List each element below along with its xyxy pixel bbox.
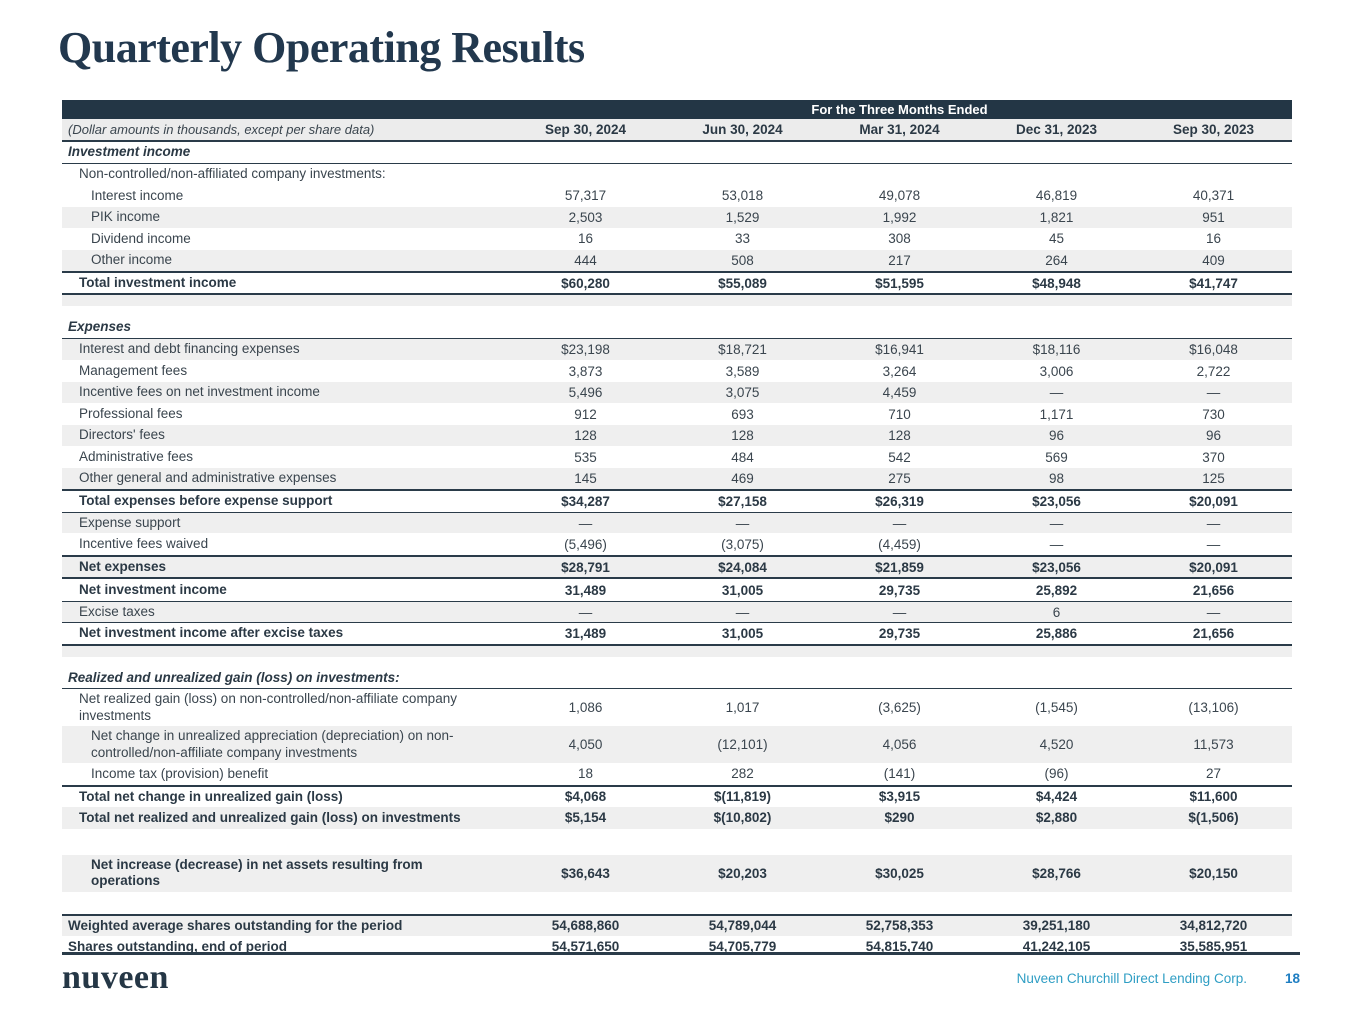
row-label: Other income — [91, 252, 173, 268]
cell-value: (96) — [1044, 766, 1069, 782]
table-row — [62, 601, 1292, 623]
cell-value: 912 — [574, 406, 597, 422]
table-spanner-bar — [62, 100, 1292, 119]
table-row — [62, 250, 1292, 272]
table-row — [62, 164, 1292, 186]
table-row — [62, 512, 1292, 534]
cell-value: — — [1049, 536, 1064, 552]
cell-value: — — [735, 515, 750, 531]
cell-value: $18,116 — [1032, 342, 1081, 358]
table-row — [62, 489, 1292, 511]
cell-value: 4,056 — [882, 737, 917, 753]
cell-value: 1,529 — [725, 209, 760, 225]
row-label: Total expenses before expense support — [79, 493, 333, 509]
table-row — [62, 185, 1292, 207]
cell-value: $11,600 — [1189, 789, 1238, 805]
cell-value: 370 — [1202, 449, 1225, 465]
spacer-row — [62, 646, 1292, 657]
cell-value: 35,585,951 — [1179, 939, 1248, 955]
table-row — [62, 339, 1292, 361]
cell-value: (5,496) — [564, 536, 607, 552]
row-label: Net investment income — [79, 581, 227, 597]
cell-value: 217 — [888, 252, 911, 268]
page-number: 18 — [1284, 971, 1300, 986]
cell-value: 730 — [1202, 406, 1225, 422]
cell-value: $30,025 — [875, 865, 924, 881]
cell-value: $16,941 — [875, 342, 924, 358]
cell-value: $34,287 — [561, 494, 610, 510]
cell-value: $55,089 — [718, 275, 767, 291]
row-label: Non-controlled/non-affiliated company investments: — [79, 166, 386, 182]
cell-value: 5,496 — [568, 385, 603, 401]
cell-value: (141) — [883, 766, 916, 782]
row-label: Investment income — [68, 144, 191, 160]
row-label: Weighted average shares outstanding for the period — [68, 917, 403, 933]
row-label: Shares outstanding, end of period — [68, 938, 288, 954]
cell-value: 98 — [1048, 471, 1065, 487]
nuveen-logo: nuveen — [62, 959, 169, 996]
cell-value: 46,819 — [1035, 188, 1078, 204]
cell-value: $51,595 — [875, 275, 924, 291]
cell-value: — — [892, 604, 907, 620]
table-row — [62, 785, 1292, 807]
table-row — [62, 689, 1292, 726]
cell-value: $48,948 — [1032, 275, 1081, 291]
spacer-row — [62, 892, 1292, 914]
column-header: Sep 30, 2024 — [544, 122, 627, 137]
spacer-row — [62, 306, 1292, 317]
cell-value: $36,643 — [561, 865, 610, 881]
cell-value: — — [735, 604, 750, 620]
cell-value: (3,075) — [721, 536, 764, 552]
cell-value: 3,873 — [568, 363, 603, 379]
cell-value: (1,545) — [1035, 700, 1078, 716]
cell-value: 16 — [577, 231, 594, 247]
row-label: Incentive fees waived — [79, 535, 209, 551]
cell-value: 16 — [1205, 231, 1222, 247]
cell-value: 96 — [1205, 428, 1222, 444]
cell-value: $23,056 — [1032, 559, 1081, 575]
table-row — [62, 763, 1292, 785]
cell-value: 693 — [731, 406, 754, 422]
cell-value: $5,154 — [564, 810, 607, 826]
column-header: Sep 30, 2023 — [1172, 122, 1255, 137]
spanner-label: For the Three Months Ended — [811, 102, 988, 117]
table-row — [62, 579, 1292, 601]
row-label: Professional fees — [79, 405, 183, 421]
spacer-row — [62, 829, 1292, 855]
table-row — [62, 360, 1292, 382]
column-header: Dec 31, 2023 — [1015, 122, 1098, 137]
cell-value: $16,048 — [1189, 342, 1238, 358]
cell-value: 469 — [731, 471, 754, 487]
cell-value: 710 — [888, 406, 911, 422]
cell-value: 4,459 — [882, 385, 917, 401]
cell-value: 3,264 — [882, 363, 917, 379]
table-row — [62, 228, 1292, 250]
row-label: Net realized gain (loss) on non-controlled/non-affiliate company investments — [79, 691, 457, 723]
table-row — [62, 668, 1292, 690]
cell-value: 18 — [577, 766, 594, 782]
cell-value: 264 — [1045, 252, 1068, 268]
cell-value: 1,821 — [1039, 209, 1074, 225]
cell-value: 54,571,650 — [551, 939, 620, 955]
cell-value: 53,018 — [721, 188, 764, 204]
cell-value: $2,880 — [1035, 810, 1078, 826]
cell-value: 1,086 — [568, 700, 603, 716]
cell-value: — — [1206, 515, 1221, 531]
row-label: Net change in unrealized appreciation (depreciation) on non-controlled/non-affiliate company investments — [91, 728, 454, 760]
cell-value: 145 — [574, 471, 597, 487]
cell-value: 3,589 — [725, 363, 760, 379]
cell-value: $4,424 — [1035, 789, 1078, 805]
cell-value: $20,203 — [718, 865, 767, 881]
cell-value: 34,812,720 — [1179, 918, 1248, 934]
cell-value: — — [892, 515, 907, 531]
cell-value: $(11,819) — [713, 789, 772, 805]
cell-value: $27,158 — [718, 494, 767, 510]
row-label: Total net change in unrealized gain (loss) — [79, 788, 343, 804]
spacer-row — [62, 295, 1292, 306]
table-row — [62, 914, 1292, 936]
cell-value: 1,992 — [882, 209, 917, 225]
table-row — [62, 271, 1292, 295]
cell-value: $18,721 — [718, 342, 767, 358]
column-header: Mar 31, 2024 — [859, 122, 940, 137]
column-header-row — [62, 119, 1292, 142]
cell-value: 40,371 — [1192, 188, 1235, 204]
table-row — [62, 142, 1292, 164]
cell-value: 535 — [574, 449, 597, 465]
cell-value: — — [1049, 515, 1064, 531]
cell-value: 41,242,105 — [1022, 939, 1091, 955]
table-row — [62, 855, 1292, 892]
column-header: Jun 30, 2024 — [702, 122, 783, 137]
table-row — [62, 533, 1292, 555]
cell-value: 33 — [734, 231, 751, 247]
row-label: Other general and administrative expenses — [79, 470, 337, 486]
table-body — [62, 142, 1292, 958]
row-label: Income tax (provision) benefit — [91, 765, 269, 781]
cell-value: 3,006 — [1039, 363, 1074, 379]
cell-value: — — [578, 515, 593, 531]
cell-value: 31,489 — [564, 582, 607, 598]
row-label: Management fees — [79, 362, 188, 378]
cell-value: (12,101) — [717, 737, 768, 753]
cell-value: 542 — [888, 449, 911, 465]
cell-value: (3,625) — [878, 700, 921, 716]
table-row — [62, 446, 1292, 468]
cell-value: $20,150 — [1189, 865, 1238, 881]
cell-value: — — [1049, 385, 1064, 401]
row-label: Expense support — [79, 514, 181, 530]
row-label: Administrative fees — [79, 448, 194, 464]
cell-value: $23,198 — [561, 342, 610, 358]
cell-value: 4,520 — [1039, 737, 1074, 753]
cell-value: $28,791 — [561, 559, 610, 575]
cell-value: 29,735 — [878, 582, 921, 598]
cell-value: $3,915 — [878, 789, 921, 805]
cell-value: 444 — [574, 252, 597, 268]
cell-value: 569 — [1045, 449, 1068, 465]
row-label: Excise taxes — [79, 603, 155, 619]
cell-value: — — [1206, 385, 1221, 401]
cell-value: 39,251,180 — [1022, 918, 1091, 934]
cell-value: $4,068 — [564, 789, 607, 805]
cell-value: (13,106) — [1188, 700, 1239, 716]
cell-value: — — [1206, 536, 1221, 552]
row-label: Total investment income — [79, 275, 237, 290]
cell-value: 4,050 — [568, 737, 603, 753]
cell-value: $(10,802) — [713, 810, 772, 826]
cell-value: 52,758,353 — [865, 918, 934, 934]
page-title: Quarterly Operating Results — [58, 23, 585, 72]
table-row — [62, 317, 1292, 339]
cell-value: 484 — [731, 449, 754, 465]
cell-value: 409 — [1202, 252, 1225, 268]
row-label: Interest and debt financing expenses — [79, 341, 300, 357]
cell-value: $60,280 — [561, 275, 610, 291]
cell-value: 11,573 — [1193, 737, 1234, 753]
table-row — [62, 207, 1292, 229]
cell-value: 951 — [1202, 209, 1225, 225]
cell-value: — — [578, 604, 593, 620]
cell-value: 54,815,740 — [865, 939, 934, 955]
cell-value: 27 — [1205, 766, 1222, 782]
cell-value: $20,091 — [1189, 494, 1238, 510]
table-row — [62, 623, 1292, 645]
cell-value: 128 — [574, 428, 597, 444]
cell-value: 21,656 — [1192, 626, 1235, 642]
footer-company-name: Nuveen Churchill Direct Lending Corp. — [1016, 971, 1247, 986]
cell-value: 54,705,779 — [708, 939, 777, 955]
row-label: Net investment income after excise taxes — [79, 625, 344, 641]
row-label: Interest income — [91, 187, 184, 203]
cell-value: $28,766 — [1032, 865, 1081, 881]
cell-value: 31,005 — [721, 626, 764, 642]
row-label: Directors' fees — [79, 427, 165, 443]
footer — [62, 952, 1300, 995]
cell-value: 275 — [888, 471, 911, 487]
cell-value: 282 — [731, 766, 754, 782]
cell-value: 25,892 — [1035, 582, 1078, 598]
cell-value: 25,886 — [1035, 626, 1078, 642]
cell-value: 2,722 — [1196, 363, 1231, 379]
cell-value: $23,056 — [1032, 494, 1081, 510]
cell-value: 96 — [1048, 428, 1065, 444]
row-label: Incentive fees on net investment income — [79, 384, 320, 400]
cell-value: 21,656 — [1192, 582, 1235, 598]
cell-value: 45 — [1048, 231, 1065, 247]
cell-value: $(1,506) — [1188, 810, 1239, 826]
table-caption: (Dollar amounts in thousands, except per share data) — [68, 122, 375, 137]
cell-value: $21,859 — [875, 559, 924, 575]
cell-value: $26,319 — [875, 494, 924, 510]
cell-value: 49,078 — [878, 188, 921, 204]
cell-value: 128 — [731, 428, 754, 444]
cell-value: 508 — [731, 252, 754, 268]
table-row — [62, 555, 1292, 579]
table-row — [62, 726, 1292, 763]
row-label: Expenses — [68, 319, 132, 335]
cell-value: 2,503 — [568, 209, 603, 225]
cell-value: 1,171 — [1039, 406, 1074, 422]
table-row — [62, 807, 1292, 829]
quarterly-results-table — [62, 100, 1292, 958]
cell-value: 308 — [888, 231, 911, 247]
cell-value: 128 — [888, 428, 911, 444]
spacer-row — [62, 657, 1292, 668]
cell-value: (4,459) — [878, 536, 921, 552]
cell-value: 31,489 — [564, 626, 607, 642]
row-label: Net expenses — [79, 558, 167, 574]
cell-value: — — [1206, 604, 1221, 620]
cell-value: $20,091 — [1189, 559, 1238, 575]
row-label: Dividend income — [91, 230, 191, 246]
cell-value: 54,789,044 — [708, 918, 777, 934]
row-label: Total net realized and unrealized gain (loss) on investments — [79, 809, 461, 825]
row-label: PIK income — [91, 209, 161, 225]
cell-value: 29,735 — [878, 626, 921, 642]
row-label: Realized and unrealized gain (loss) on investments: — [68, 669, 400, 685]
table-row — [62, 468, 1292, 490]
row-label: Net increase (decrease) in net assets resulting from operations — [91, 856, 423, 889]
table-row — [62, 403, 1292, 425]
cell-value: 3,075 — [725, 385, 760, 401]
cell-value: $290 — [884, 810, 915, 826]
cell-value: $41,747 — [1189, 275, 1238, 291]
cell-value: 31,005 — [721, 582, 764, 598]
cell-value: 6 — [1052, 604, 1061, 620]
cell-value: 54,688,860 — [551, 918, 620, 934]
table-row — [62, 382, 1292, 404]
table-row — [62, 425, 1292, 447]
cell-value: 1,017 — [725, 700, 760, 716]
cell-value: 125 — [1202, 471, 1225, 487]
cell-value: $24,084 — [718, 559, 767, 575]
cell-value: 57,317 — [564, 188, 607, 204]
